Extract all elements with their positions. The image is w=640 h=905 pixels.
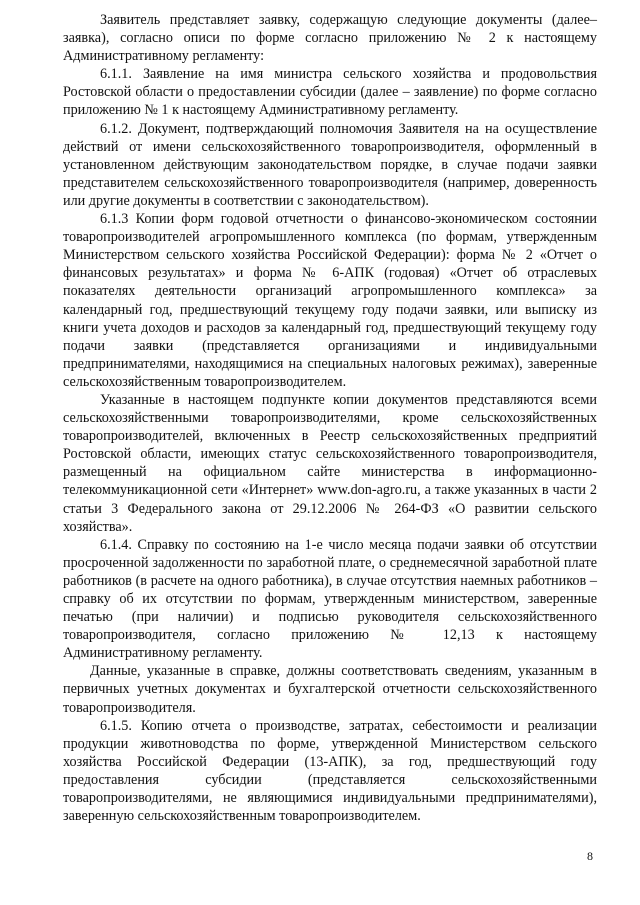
paragraph-6-1-2: 6.1.2. Документ, подтверждающий полномочия Заявителя на на осуществление действий от имени сельскохозяйственного товаропроизводителя, оформленный в установленном действующим законодательством порядке, в случае подачи заявки представителем сельскохозяйственного товаропроизводителя (например, доверенность или другие документы в соответствии с законодательством). bbox=[63, 120, 597, 209]
paragraph-6-1-5: 6.1.5. Копию отчета о производстве, затратах, себестоимости и реализации продукции животноводства по форме, утвержденной Министерством сельского хозяйства Российской Федерации (13-АПК), за год, предшествующий году предоставления субсидии (представляется сельскохозяйственными товаропроизводителями, не являющимися индивидуальными предпринимателями), заверенную сельскохозяйственным товаропроизводителем. bbox=[63, 717, 597, 825]
paragraph-6-1-1: 6.1.1. Заявление на имя министра сельского хозяйства и продовольствия Ростовской области о предоставлении субсидии (далее – заявление) по форме согласно приложению № 1 к настоящему Административному регламенту. bbox=[63, 66, 597, 119]
document-body bbox=[63, 11, 597, 825]
paragraph-6-1-4-note: Данные, указанные в справке, должны соответствовать сведениям, указанным в первичных учетных документах и бухгалтерской отчетности сельскохозяйственного товаропроизводителя. bbox=[63, 663, 597, 716]
paragraph-6-1-4: 6.1.4. Справку по состоянию на 1-е число месяца подачи заявки об отсутствии просроченной задолженности по заработной плате, о среднемесячной заработной плате работников (в расчете на одного работника), в случае отсутствия наемных работников – справку об их отсутствии по формам, утвержденным министерством, заверенные печатью (при наличии) и подписью руководителя сельскохозяйственного товаропроизводителя, согласно приложению № 12,13 к настоящему Административному регламенту. bbox=[63, 536, 597, 662]
paragraph-6-1-3-note: Указанные в настоящем подпункте копии документов представляются всеми сельскохозяйственными товаропроизводителями, кроме сельскохозяйственных товаропроизводителей, включенных в Реестр сельскохозяйственных предприятий Ростовской области, имеющих статус сельскохозяйственного товаропроизводителя, размещенный на официальном сайте министерства в информационно-телекоммуникационной сети «Интернет» www.don-agro.ru, а также указанных в части 2 статьи 3 Федерального закона от 29.12.2006 № 264-ФЗ «О развитии сельского хозяйства». bbox=[63, 391, 597, 535]
page-number: 8 bbox=[587, 849, 593, 863]
paragraph-6-1-3: 6.1.3 Копии форм годовой отчетности о финансово-экономическом состоянии товаропроизводителей агропромышленного комплекса (по формам, утвержденным Министерством сельского хозяйства Российской Федерации): форма № 2 «Отчет о финансовых результатах» и форма № 6-АПК (годовая) «Отчет об отраслевых показателях деятельности организаций агропромышленного комплекса» за календарный год, предшествующий текущему году подачи заявки, или выписку из книги учета доходов и расходов за календарный год, предшествующий текущему году подачи заявки (представляется организациями и индивидуальными предпринимателями, находящимися на специальных налоговых режимах), заверенные сельскохозяйственным товаропроизводителем. bbox=[63, 211, 597, 390]
paragraph-intro: Заявитель представляет заявку, содержащую следующие документы (далее– заявка), согласно описи по форме согласно приложению № 2 к настоящему Административному регламенту: bbox=[63, 12, 597, 65]
